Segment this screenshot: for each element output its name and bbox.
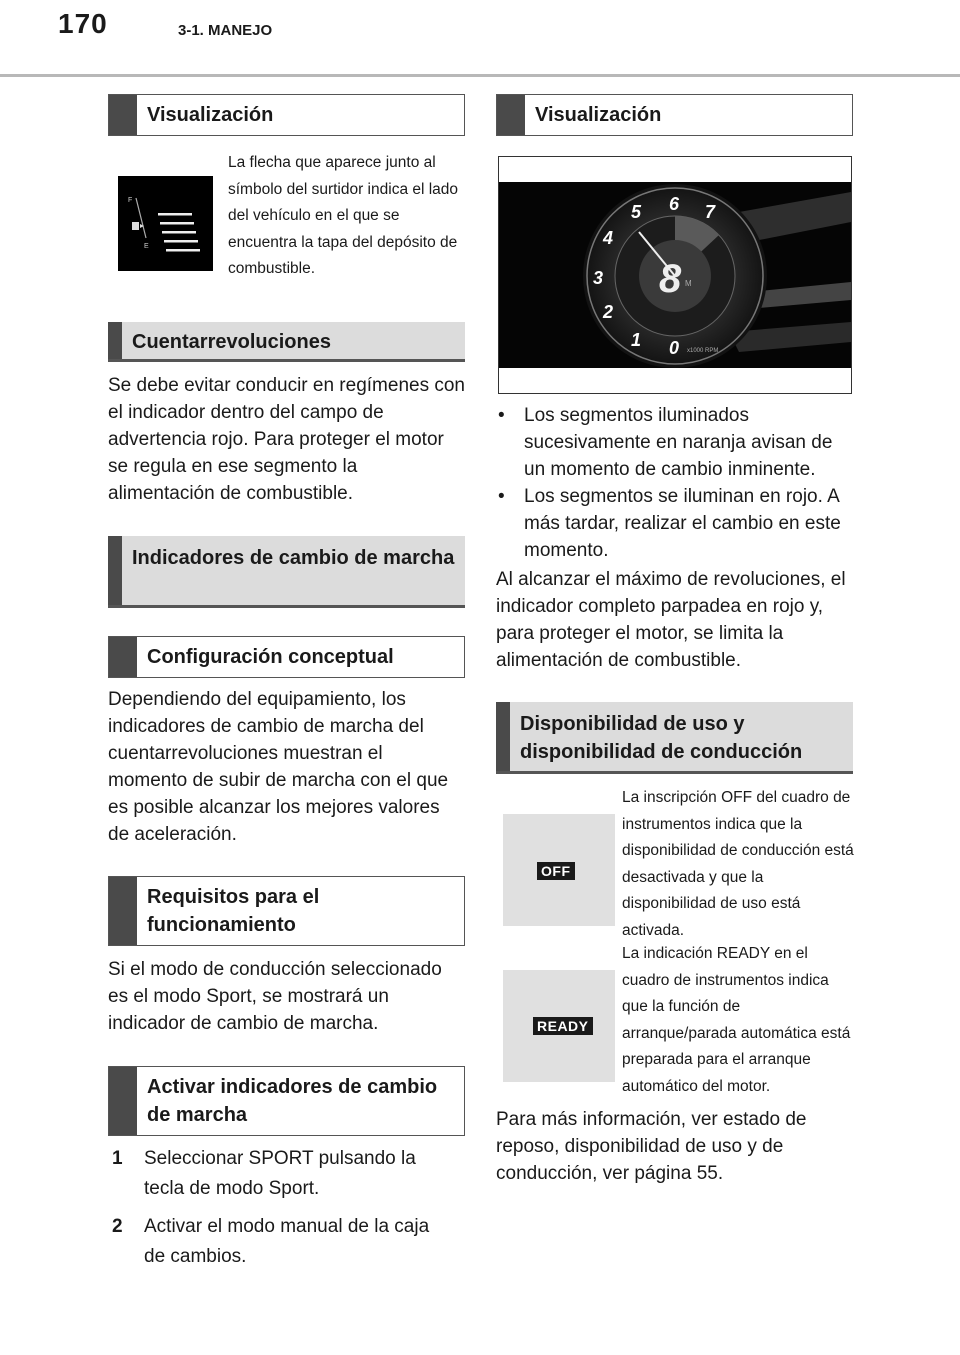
tick-0: 0 (669, 338, 680, 358)
heading-indicadores (108, 536, 465, 608)
tick-2: 2 (603, 302, 614, 322)
tick-6: 6 (669, 194, 680, 214)
requisitos-text: Si el modo de conducción seleccionado es el modo Sport, se mostrará un indicador de cambio de marcha. (108, 959, 442, 1034)
step-item (112, 1212, 452, 1272)
heading-text: Indicadores de cambio de marcha (132, 547, 455, 569)
tachometer-icon (499, 182, 851, 368)
heading-visualizacion-left (108, 94, 465, 136)
heading-disponibilidad (496, 702, 853, 774)
tick-7: 7 (705, 202, 716, 222)
bullet-list (498, 402, 848, 564)
heading-text: Visualización (535, 104, 662, 126)
cuentarrevoluciones-text: Se debe evitar conducir en regímenes con el indicador dentro del campo de advertencia rojo. Para proteger el motor se regula en ese segmento la alimentación de combustible. (108, 375, 465, 504)
chapter-title: 3-1. MANEJO (178, 22, 273, 39)
off-indicator-image (503, 814, 615, 926)
fuel-full-label: F (128, 197, 133, 204)
heading-bar (109, 637, 137, 677)
off-tag: OFF (537, 862, 575, 880)
heading-activar (108, 1066, 465, 1136)
step-text: Seleccionar SPORT pulsando la tecla de modo Sport. (144, 1148, 416, 1199)
heading-text: Activar indicadores de cambio de marcha (147, 1076, 438, 1126)
tick-4: 4 (603, 228, 614, 248)
mode-label: M (685, 279, 692, 288)
tick-5: 5 (631, 202, 642, 222)
heading-bar (496, 702, 510, 771)
step-item (112, 1144, 452, 1204)
step-text: Activar el modo manual de la caja de cambios. (144, 1216, 430, 1267)
info-text: Para más información, ver estado de reposo, disponibilidad de uso y de conducción, ver página 55. (496, 1109, 807, 1184)
bullet-text: Los segmentos iluminados sucesivamente en naranja avisan de un momento de cambio inminente. (524, 405, 833, 480)
tick-1: 1 (631, 330, 642, 350)
heading-text: Requisitos para el funcionamiento (147, 886, 320, 936)
heading-cuentarrevoluciones (108, 322, 465, 362)
bullet-text: Los segmentos se iluminan en rojo. A más tardar, realizar el cambio en este momento. (524, 486, 841, 561)
ready-indicator-image (503, 970, 615, 1082)
heading-text: Configuración conceptual (147, 646, 394, 668)
page-number: 170 (58, 8, 108, 39)
bullet-item (498, 402, 848, 483)
heading-bar (108, 322, 122, 359)
fuel-empty-label: E (144, 243, 149, 250)
ready-tag: READY (533, 1017, 593, 1035)
gear-digit: 8 (659, 257, 682, 301)
heading-bar (109, 877, 137, 945)
tick-3: 3 (593, 268, 604, 288)
tachometer-image (499, 182, 851, 368)
heading-visualizacion-right (496, 94, 853, 136)
max-revs-text: Al alcanzar el máximo de revoluciones, el indicador completo parpadea en rojo y, para proteger el motor, se limita la alimentación de combustible. (496, 569, 846, 671)
fuel-description: La flecha que aparece junto al símbolo del surtidor indica el lado del vehículo en el que se encuentra la tapa del depósito de combustible. (228, 154, 459, 277)
header-rule (0, 74, 960, 77)
heading-bar (108, 536, 122, 605)
steps-list (112, 1144, 452, 1280)
heading-bar (109, 95, 137, 135)
fuel-gauge-image (118, 176, 213, 271)
heading-text: Visualización (147, 104, 274, 126)
step-number: 1 (112, 1148, 123, 1169)
heading-requisitos (108, 876, 465, 946)
step-number: 2 (112, 1216, 123, 1237)
heading-bar (109, 1067, 137, 1135)
off-description: La inscripción OFF del cuadro de instrumentos indica que la disponibilidad de conducción está desactivada y que la disponibilidad de uso está activada. (622, 789, 854, 939)
configuracion-text: Dependiendo del equipamiento, los indicadores de cambio de marcha del cuentarrevoluciones muestran el momento de subir de marcha con el que es posible alcanzar los mejores valores de aceleración. (108, 689, 449, 845)
ready-description: La indicación READY en el cuadro de instrumentos indica que la función de arranque/parada automática está preparada para el arranque automático del motor. (622, 945, 851, 1095)
heading-bar (497, 95, 525, 135)
bullet-dot: • (498, 405, 505, 426)
bullet-item (498, 483, 848, 564)
heading-text: Disponibilidad de uso y disponibilidad de conducción (520, 713, 803, 763)
heading-configuracion (108, 636, 465, 678)
fuel-gauge-icon (118, 176, 213, 271)
rpm-unit-label: x1000 RPM (687, 348, 719, 354)
bullet-dot: • (498, 486, 505, 507)
heading-text: Cuentarrevoluciones (132, 331, 331, 353)
